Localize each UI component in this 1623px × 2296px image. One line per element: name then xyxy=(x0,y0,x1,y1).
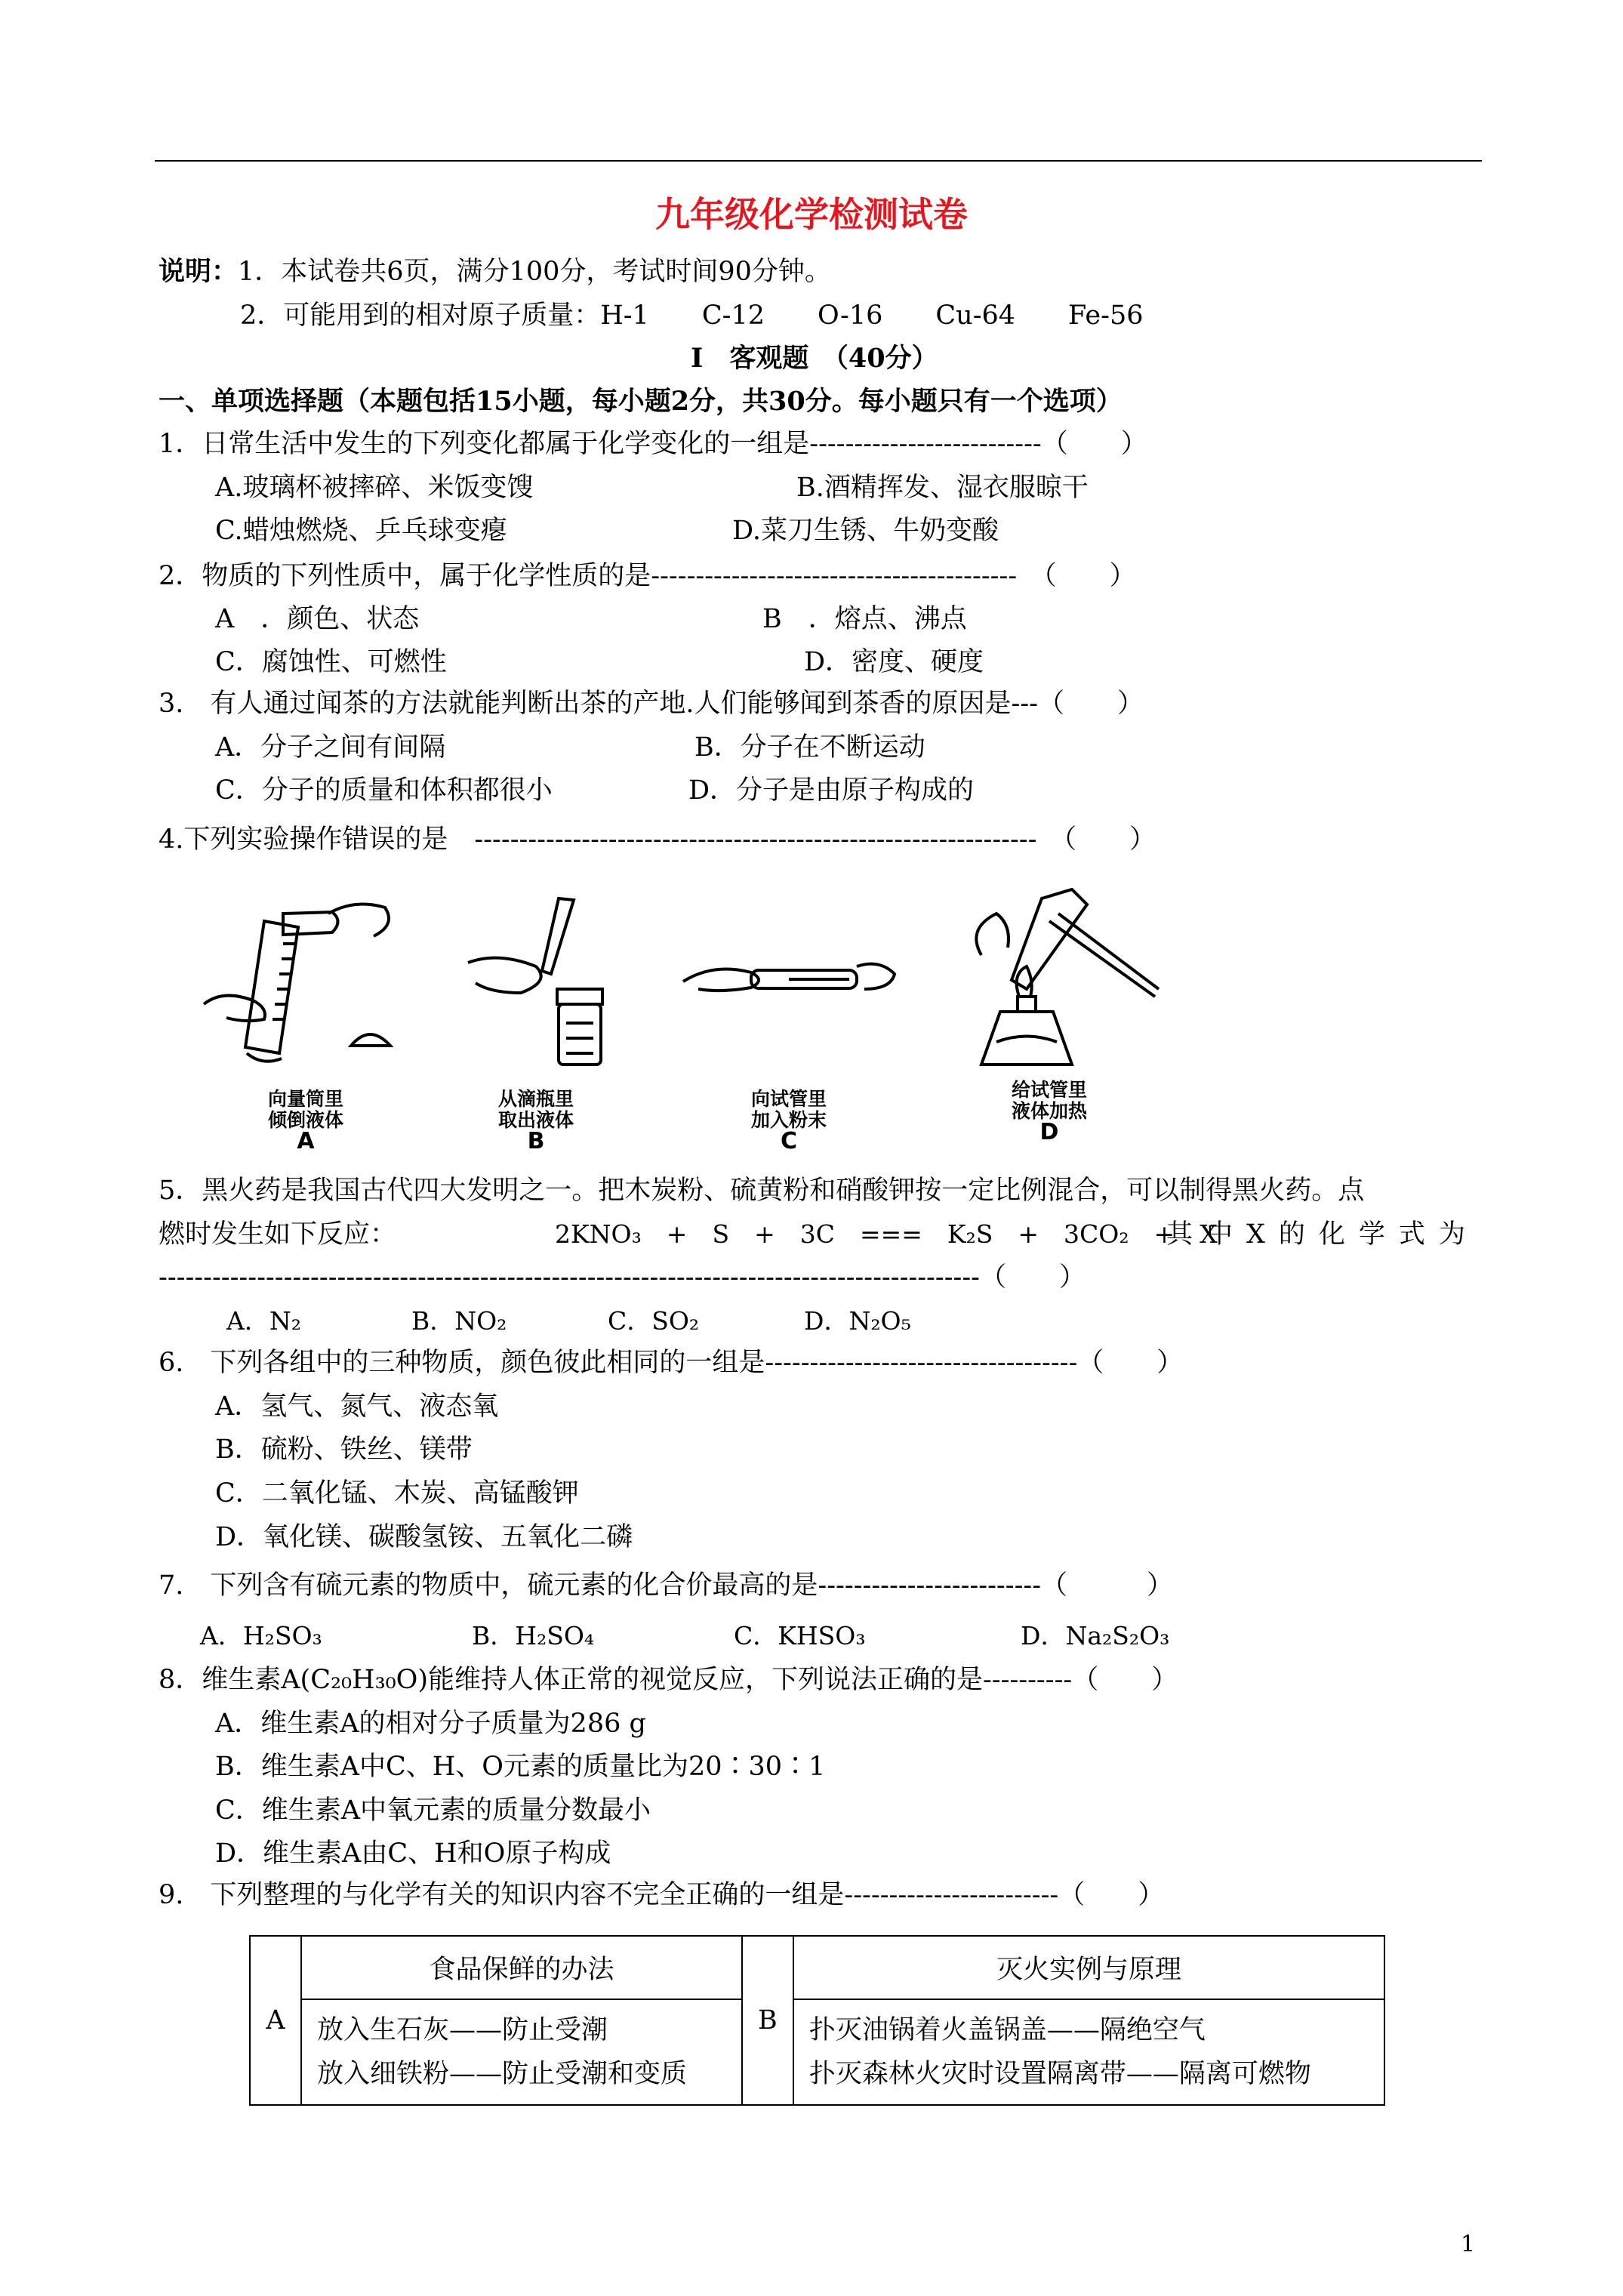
q4-figure-c xyxy=(676,891,902,1154)
q5-option-a: A．N₂ xyxy=(226,1306,301,1336)
q9-stem: 9. 下列整理的与化学有关的知识内容不完全正确的一组是------------------------（ ） xyxy=(159,1880,1165,1910)
notes-line2: 2．可能用到的相对原子质量：H-1 C-12 O-16 Cu-64 Fe-56 xyxy=(240,300,1144,331)
q9-a-line2: 放入细铁粉——防止受潮和变质 xyxy=(317,2059,688,2089)
notes-line1 xyxy=(159,257,831,287)
graduated-cylinder-pouring-drawing xyxy=(192,891,419,1072)
notes-text1: 1．本试卷共6页，满分100分，考试时间90分钟。 xyxy=(238,257,831,287)
q4-figure-d xyxy=(936,883,1163,1148)
top-rule xyxy=(155,160,1482,162)
q5-option-d: D．N₂O₅ xyxy=(804,1306,911,1336)
q1-option-a: A.玻璃杯被摔碎、米饭变馊 xyxy=(215,473,534,503)
test-tube-powder-drawing xyxy=(676,891,902,1072)
q6-option-d: D．氧化镁、碳酸氢铵、五氧化二磷 xyxy=(215,1522,633,1552)
q6-stem: 6. 下列各组中的三种物质，颜色彼此相同的一组是-----------------------------------（ ） xyxy=(159,1348,1184,1378)
q8-option-d: D．维生素A由C、H和O原子构成 xyxy=(215,1838,611,1869)
q3-stem: 3. 有人通过闻茶的方法就能判断出茶的产地.人们能够闻到茶香的原因是---（ ） xyxy=(159,689,1144,719)
q4-fig-d-caption2: 液体加热 xyxy=(1011,1100,1087,1122)
q1-option-c: C.蜡烛燃烧、乒乓球变瘪 xyxy=(215,516,507,546)
q5-line1: 5．黑火药是我国古代四大发明之一。把木炭粉、硫黄粉和硝酸钾按一定比例混合，可以制得黑火药。点 xyxy=(159,1176,1365,1206)
heating-test-tube-drawing xyxy=(936,883,1163,1072)
q5-line2-right: 其中X的化学式为 xyxy=(1166,1219,1479,1250)
q3-option-a: A．分子之间有间隔 xyxy=(215,732,446,763)
q5-line3: --------------------------------------------------------------------------------------------（ ） xyxy=(159,1262,1086,1293)
q9-a-line1: 放入生石灰——防止受潮 xyxy=(317,2015,608,2045)
q5-line2-left: 燃时发生如下反应： xyxy=(159,1219,397,1250)
q6-option-c: C．二氧化锰、木炭、高锰酸钾 xyxy=(215,1478,579,1509)
q1-option-b: B.酒精挥发、湿衣服晾干 xyxy=(796,473,1089,503)
q9-header-b: 灭火实例与原理 xyxy=(793,1936,1384,1999)
q9-body-a xyxy=(301,1999,742,2105)
q1-stem: 1．日常生活中发生的下列变化都属于化学变化的一组是--------------------------（ ） xyxy=(159,429,1147,459)
q4-fig-a-letter: A xyxy=(297,1128,315,1154)
q7-option-d: D．Na₂S₂O₃ xyxy=(1021,1621,1170,1650)
q4-fig-b-caption2: 取出液体 xyxy=(497,1109,574,1131)
q9-body-b xyxy=(793,1999,1384,2105)
q7-stem: 7. 下列含有硫元素的物质中，硫元素的化合价最高的是-------------------------（ ） xyxy=(159,1570,1174,1601)
q7-option-a: A．H₂SO₃ xyxy=(200,1621,322,1650)
q9-b-line2: 扑灭森林火灾时设置隔离带——隔离可燃物 xyxy=(808,2059,1311,2089)
q3-option-d: D．分子是由原子构成的 xyxy=(688,775,975,806)
q3-option-c: C．分子的质量和体积都很小 xyxy=(215,775,553,806)
q4-fig-d-caption1: 给试管里 xyxy=(1011,1079,1087,1101)
page-number: 1 xyxy=(1461,2231,1476,2257)
q9-label-b: B xyxy=(742,1936,793,2105)
q3-option-b: B．分子在不断运动 xyxy=(694,732,925,763)
notes-label: 说明： xyxy=(159,256,239,287)
q8-option-b: B．维生素A中C、H、O元素的质量比为20∶30∶1 xyxy=(215,1752,826,1782)
q1-option-d: D.菜刀生锈、牛奶变酸 xyxy=(732,516,999,546)
q8-stem: 8．维生素A(C₂₀H₃₀O)能维持人体正常的视觉反应，下列说法正确的是----------（ ） xyxy=(159,1665,1178,1695)
q2-option-a: A ．颜色、状态 xyxy=(215,604,420,634)
section1-title: 一、单项选择题（本题包括15小题，每小题2分，共30分。每小题只有一个选项） xyxy=(159,386,1123,417)
dropper-bottle-drawing xyxy=(445,891,627,1072)
q4-fig-b-letter: B xyxy=(527,1128,545,1154)
q4-fig-a-caption2: 倾倒液体 xyxy=(267,1109,343,1131)
q4-fig-d-letter: D xyxy=(1039,1119,1059,1145)
part1-title: Ⅰ 客观题 （40分） xyxy=(691,343,938,374)
q5-equation: 2KNO₃ + S + 3C === K₂S + 3CO₂ + X xyxy=(555,1219,1218,1249)
q5-option-b: B．NO₂ xyxy=(411,1306,507,1336)
q5-option-c: C．SO₂ xyxy=(608,1306,700,1336)
q4-fig-a-caption1: 向量筒里 xyxy=(267,1088,343,1110)
q7-option-c: C．KHSO₃ xyxy=(734,1621,866,1650)
q2-option-b: B ．熔点、沸点 xyxy=(762,604,967,634)
q2-option-d: D．密度、硬度 xyxy=(804,647,984,677)
q9-table xyxy=(249,1935,1385,2106)
q8-option-c: C．维生素A中氧元素的质量分数最小 xyxy=(215,1795,651,1826)
q4-fig-c-caption1: 向试管里 xyxy=(750,1088,827,1110)
q4-fig-c-caption2: 加入粉末 xyxy=(750,1109,827,1131)
q6-option-a: A．氢气、氮气、液态氧 xyxy=(215,1391,499,1422)
q7-option-b: B．H₂SO₄ xyxy=(472,1621,595,1650)
q4-figure-b xyxy=(445,891,627,1154)
q4-fig-b-caption1: 从滴瓶里 xyxy=(497,1088,574,1110)
q4-stem: 4.下列实验操作错误的是 --------------------------------------------------------------- （ ） xyxy=(159,824,1156,855)
q9-b-line1: 扑灭油锅着火盖锅盖——隔绝空气 xyxy=(808,2015,1206,2045)
q2-stem: 2．物质的下列性质中，属于化学性质的是----------------------------------------- （ ） xyxy=(159,561,1136,591)
q4-figure-a xyxy=(192,891,419,1154)
q9-label-a: A xyxy=(250,1936,301,2105)
q9-header-a: 食品保鲜的办法 xyxy=(301,1936,742,1999)
q2-option-c: C．腐蚀性、可燃性 xyxy=(215,647,447,677)
q4-fig-c-letter: C xyxy=(780,1128,798,1154)
q8-option-a: A．维生素A的相对分子质量为286 g xyxy=(215,1709,646,1739)
q6-option-b: B．硫粉、铁丝、镁带 xyxy=(215,1435,473,1465)
page-title: 九年级化学检测试卷 xyxy=(655,194,968,235)
